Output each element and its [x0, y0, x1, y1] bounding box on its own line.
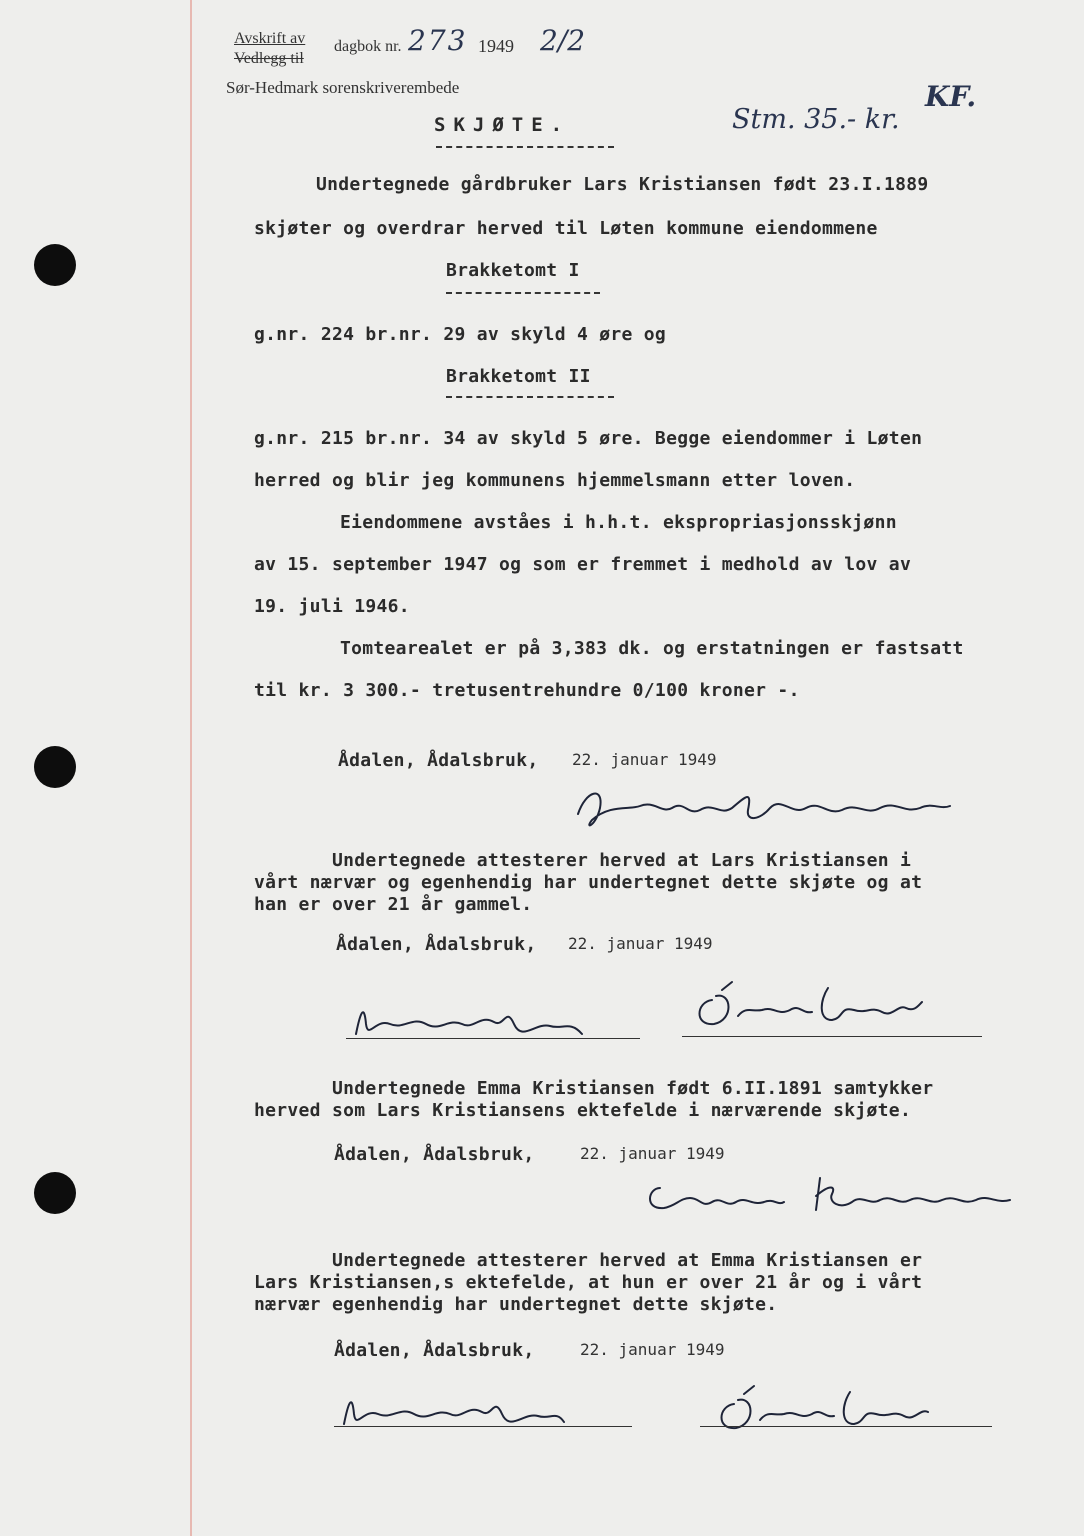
signature-witness-hans-herberg [334, 1384, 574, 1438]
attest-1-line: han er over 21 år gammel. [254, 894, 533, 915]
attest-2-line: nærvær egenhendig har undertegnet dette skjøte. [254, 1294, 778, 1315]
header-vedlegg: Vedlegg til [234, 50, 304, 67]
property-1-underline [446, 292, 600, 294]
body-line: herred og blir jeg kommunens hjemmelsmann etter loven. [254, 470, 856, 491]
date: 22. januar 1949 [580, 1340, 725, 1359]
signature-witness-oivind-enger [704, 1380, 944, 1440]
body-line: av 15. september 1947 og som er fremmet i medhold av lov av [254, 554, 912, 575]
punch-hole [34, 1172, 76, 1214]
date: 22. januar 1949 [568, 934, 713, 953]
header-year: 1949 [478, 36, 514, 56]
attest-1-line: Undertegnede attesterer herved at Lars Kristiansen i [332, 850, 912, 871]
date: 22. januar 1949 [572, 750, 717, 769]
property-2-underline [446, 396, 614, 398]
date: 22. januar 1949 [580, 1144, 725, 1163]
consent-line: Undertegnede Emma Kristiansen født 6.II.1891 samtykker [332, 1078, 934, 1099]
property-1-title: Brakketomt I [446, 260, 580, 281]
body-line: Undertegnede gårdbruker Lars Kristiansen født 23.I.1889 [316, 174, 929, 195]
header-date-hand: 2/2 [540, 24, 586, 57]
witness-line-2 [682, 1036, 982, 1037]
consent-line: herved som Lars Kristiansens ektefelde i nærværende skjøte. [254, 1100, 912, 1121]
place: Ådalen, Ådalsbruk, [336, 934, 537, 955]
body-line: til kr. 3 300.- tretusentrehundre 0/100 kroner -. [254, 680, 800, 701]
body-line: g.nr. 215 br.nr. 34 av skyld 5 øre. Begge eiendommer i Løten [254, 428, 923, 449]
place: Ådalen, Ådalsbruk, [334, 1144, 535, 1165]
body-line: Eiendommene avståes i h.h.t. ekspropriasjonsskjønn [340, 512, 897, 533]
signature-emma-kristiansen [640, 1170, 1030, 1220]
place: Ådalen, Ådalsbruk, [338, 750, 539, 771]
body-line: g.nr. 224 br.nr. 29 av skyld 4 øre og [254, 324, 667, 345]
header-avskrift: Avskrift av [234, 30, 306, 47]
signature-lars-kristiansen [570, 780, 960, 836]
body-line: skjøter og overdrar herved til Løten kommune eiendommene [254, 218, 878, 239]
property-2-title: Brakketomt II [446, 366, 591, 387]
title-underline [436, 146, 614, 148]
punch-hole [34, 244, 76, 286]
stamp-fee-note: Stm. 35.- kr. [732, 104, 900, 135]
attest-1-line: vårt nærvær og egenhendig har undertegnet dette skjøte og at [254, 872, 923, 893]
body-line: Tomtearealet er på 3,383 dk. og erstatningen er fastsatt [340, 638, 964, 659]
punch-hole [34, 746, 76, 788]
header-dagbok: dagbok nr. [334, 38, 402, 55]
body-line: 19. juli 1946. [254, 596, 410, 617]
place: Ådalen, Ådalsbruk, [334, 1340, 535, 1361]
document-title: SKJØTE. [434, 114, 571, 136]
attest-2-line: Lars Kristiansen,s ektefelde, at hun er over 21 år og i vårt [254, 1272, 923, 1293]
header-office: Sør-Hedmark sorenskriverembede [226, 78, 460, 97]
attest-2-line: Undertegnede attesterer herved at Emma Kristiansen er [332, 1250, 923, 1271]
witness-line-1 [346, 1038, 640, 1039]
margin-line [190, 0, 192, 1536]
signature-witness-oivind-enger [682, 976, 932, 1036]
witness-line-4 [700, 1426, 992, 1427]
witness-line-3 [334, 1426, 632, 1427]
header-journal-number: 273 [408, 24, 468, 57]
signature-witness-hans-herberg [346, 994, 596, 1048]
clerk-initials: KF. [925, 80, 977, 113]
